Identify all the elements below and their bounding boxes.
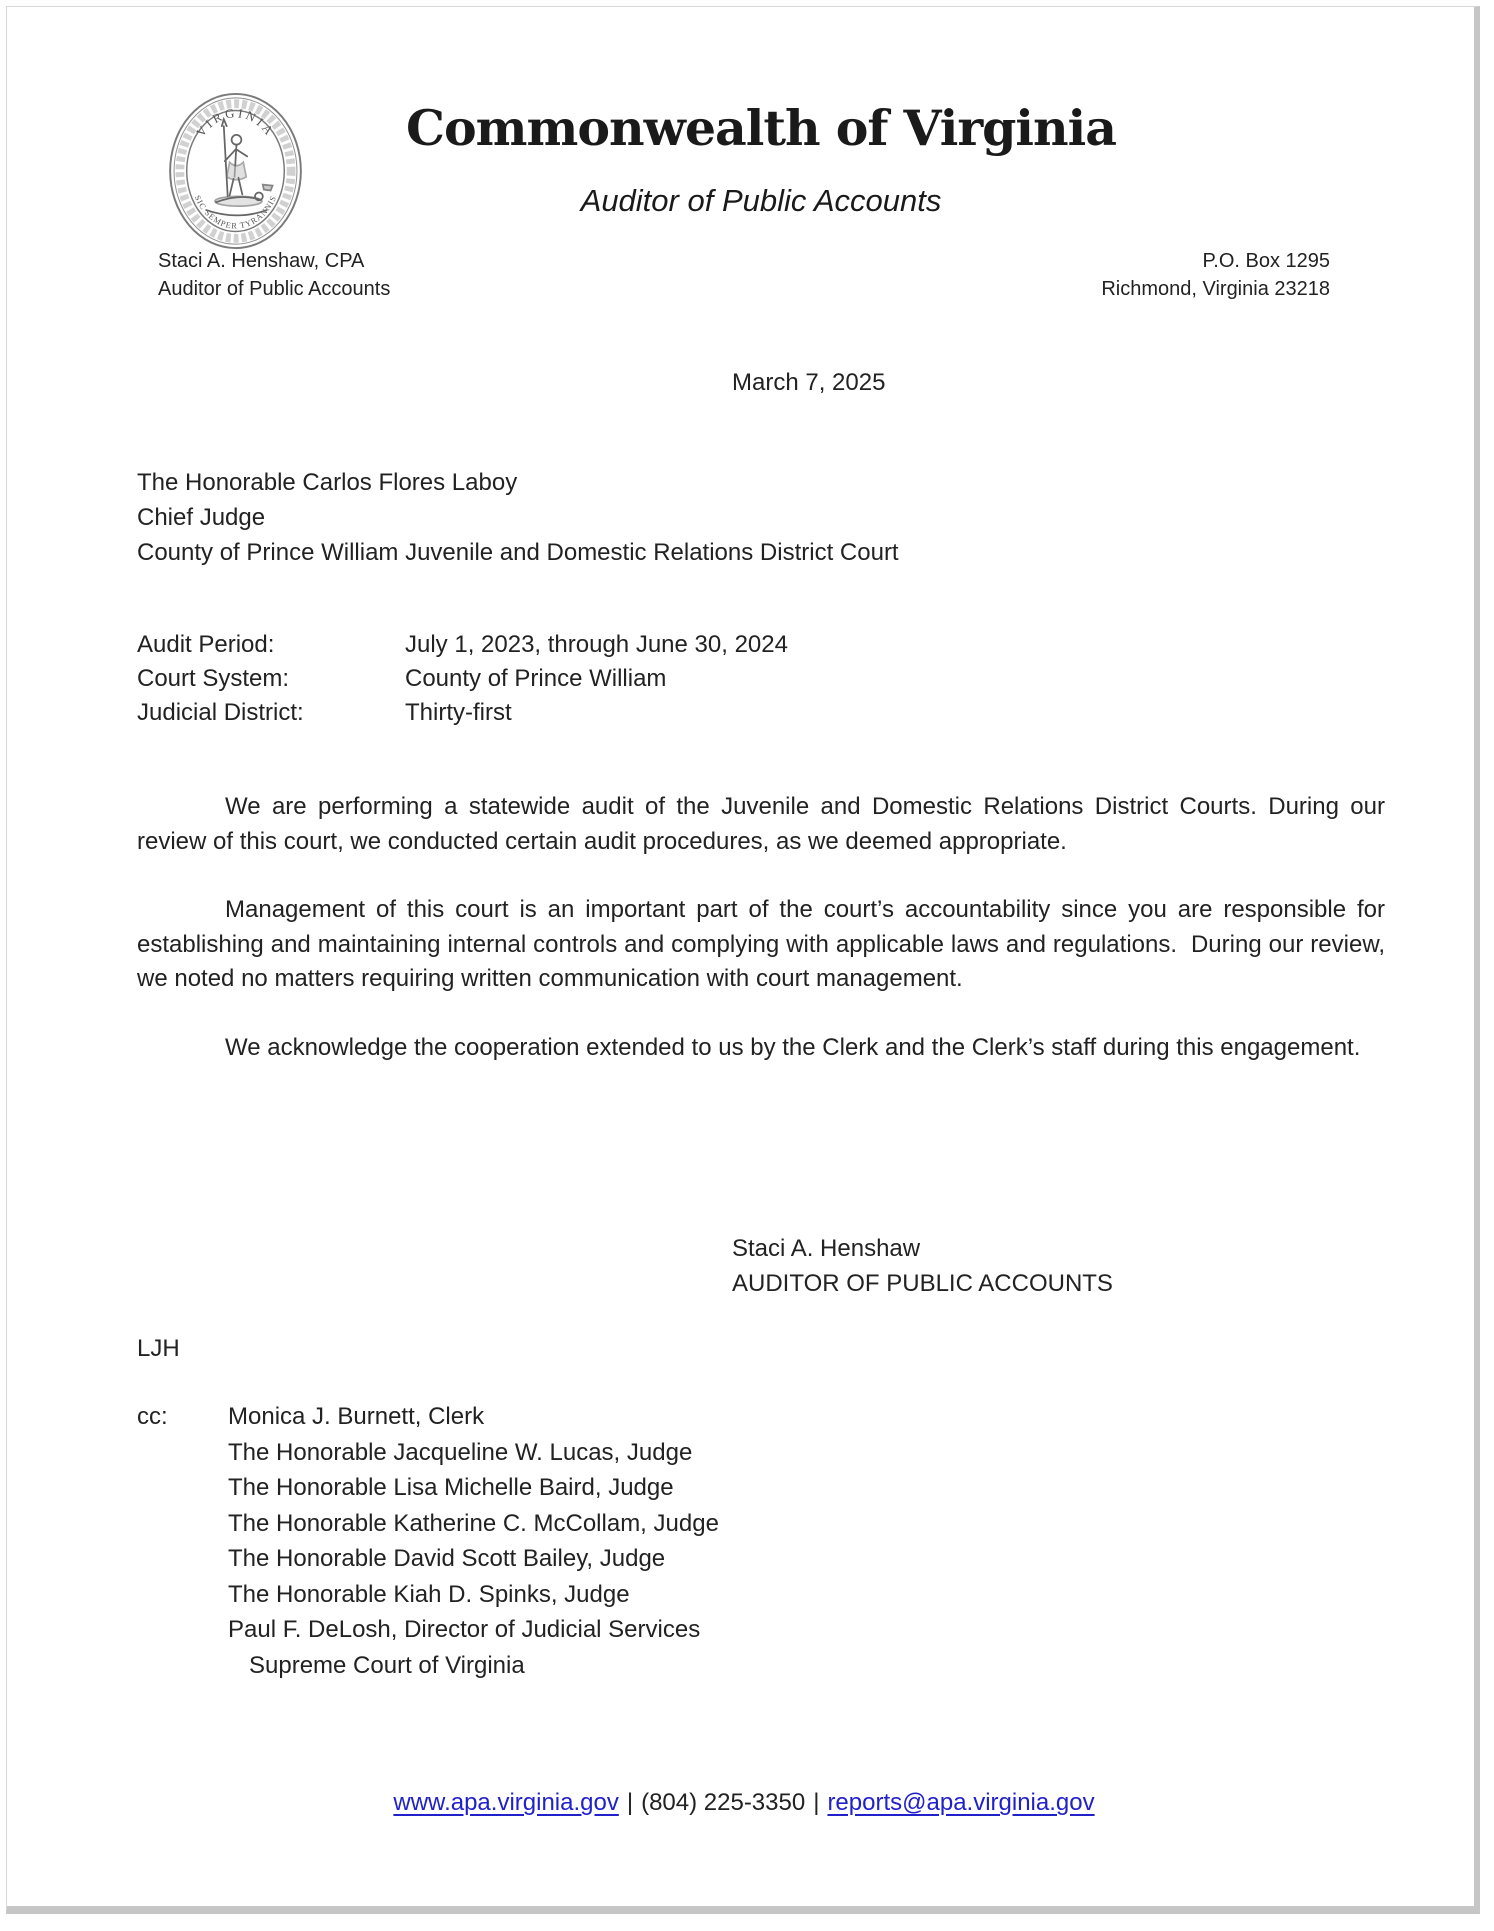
cc-recipient: The Honorable Jacqueline W. Lucas, Judge: [228, 1438, 693, 1466]
signature-block: [732, 1231, 1113, 1301]
letter-page: [6, 6, 1480, 1914]
cc-recipient: The Honorable David Scott Bailey, Judge: [228, 1545, 666, 1572]
signature-name: Staci A. Henshaw: [732, 1235, 921, 1262]
recipient-name: The Honorable Carlos Flores Laboy: [137, 469, 518, 496]
address-city: Richmond, Virginia 23218: [1101, 278, 1330, 300]
court-system-row: [137, 662, 788, 696]
audit-period-label: Audit Period:: [137, 631, 275, 658]
email-link[interactable]: reports@apa.virginia.gov: [827, 1789, 1095, 1816]
recipient-title: Chief Judge: [137, 504, 266, 531]
footer-separator: |: [813, 1789, 820, 1816]
cc-label: cc:: [137, 1403, 168, 1430]
cc-recipient: The Honorable Kiah D. Spinks, Judge: [228, 1580, 630, 1608]
cc-list: [228, 1399, 719, 1683]
cc-recipient: Paul F. DeLosh, Director of Judicial Services: [228, 1616, 701, 1643]
audit-period-value: July 1, 2023, through June 30, 2024: [405, 631, 788, 658]
cc-recipient: The Honorable Lisa Michelle Baird, Judge: [228, 1474, 674, 1501]
cc-recipient-org: Supreme Court of Virginia: [249, 1651, 525, 1679]
judicial-district-label: Judicial District:: [137, 699, 304, 726]
cc-recipient: The Honorable Katherine C. McCollam, Judge: [228, 1509, 719, 1537]
letter-body: [137, 790, 1385, 1099]
svg-text:VIRGINIA: VIRGINIA: [193, 105, 278, 140]
address-po-box: P.O. Box 1295: [1202, 250, 1330, 272]
audit-info-block: [137, 628, 788, 730]
cc-recipient: Monica J. Burnett, Clerk: [228, 1403, 485, 1430]
phone-number: (804) 225-3350: [641, 1789, 806, 1816]
audit-period-row: [137, 628, 788, 662]
letter-date: March 7, 2025: [732, 369, 886, 396]
recipient-court: County of Prince William Juvenile and Domestic Relations District Court: [137, 539, 899, 566]
signature-title: AUDITOR OF PUBLIC ACCOUNTS: [732, 1270, 1113, 1297]
office-address-block: [1101, 247, 1330, 303]
judicial-district-row: [137, 696, 788, 730]
body-paragraph-2: Management of this court is an important part of the court’s accountability since you are responsible for establishing and maintaining internal controls and complying with applicable laws and regulations. During our review, we noted no matters requiring written communication with court management.: [137, 896, 1385, 992]
svg-text:SIC SEMPER TYRANNIS: SIC SEMPER TYRANNIS: [192, 194, 279, 231]
recipient-block: [137, 465, 899, 570]
court-system-value: County of Prince William: [405, 665, 667, 692]
body-paragraph-1: We are performing a statewide audit of the Juvenile and Domestic Relations District Courts. During our review of this court, we conducted certain audit procedures, as we deemed appropriate.: [137, 793, 1385, 855]
body-paragraph-3: We acknowledge the cooperation extended to us by the Clerk and the Clerk’s staff during this engagement.: [225, 1033, 1361, 1061]
letterhead-title: Commonwealth of Virginia: [406, 99, 1116, 157]
official-title: Auditor of Public Accounts: [158, 278, 391, 300]
official-name: Staci A. Henshaw, CPA: [158, 250, 365, 272]
court-system-label: Court System:: [137, 665, 290, 692]
typist-initials: LJH: [137, 1335, 180, 1362]
footer-contact-line: [7, 1789, 1480, 1817]
judicial-district-value: Thirty-first: [405, 699, 512, 726]
letterhead-subtitle: Auditor of Public Accounts: [580, 183, 942, 218]
website-link[interactable]: www.apa.virginia.gov: [393, 1789, 619, 1816]
footer-separator: |: [626, 1789, 634, 1816]
cc-block: [137, 1399, 719, 1683]
official-block: [158, 247, 390, 303]
